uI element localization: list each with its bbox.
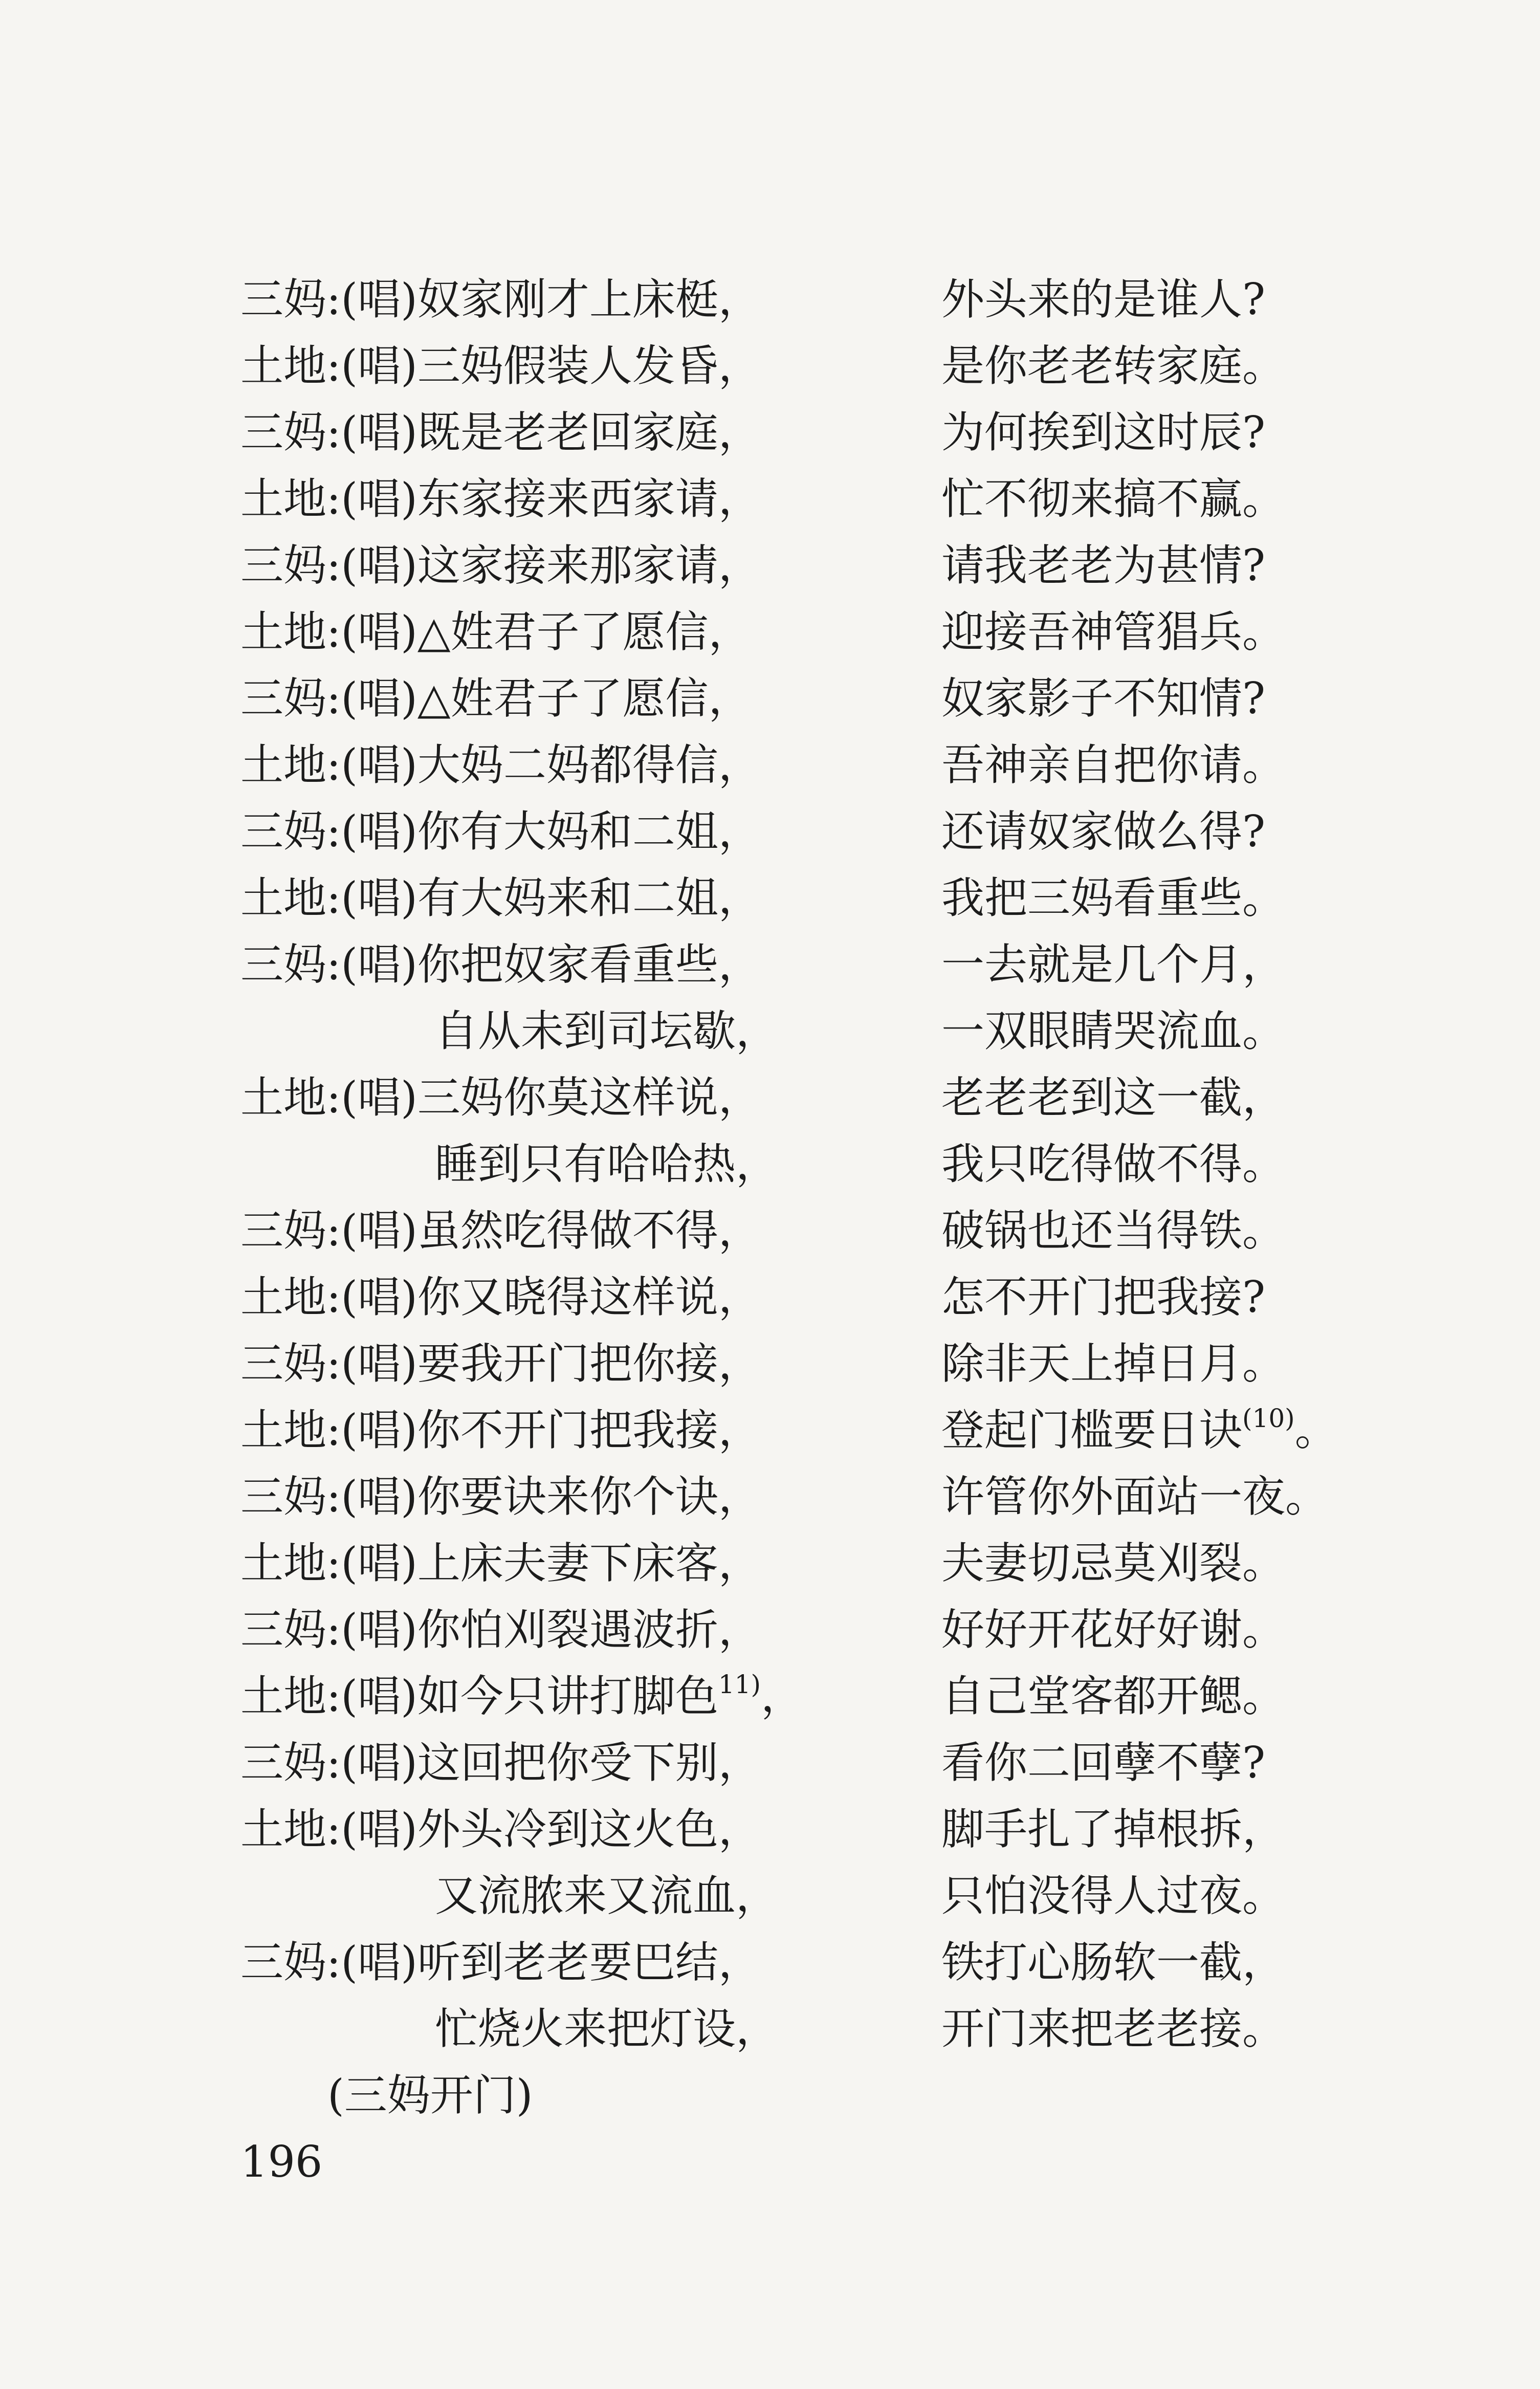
verse-dialogue	[240, 266, 1392, 2062]
verse-line-right	[941, 266, 1265, 333]
verse-text: 开门来把老老接。	[941, 2004, 1286, 2054]
verse-line	[240, 1729, 1392, 1796]
verse-line-right	[941, 1530, 1285, 1596]
verse-line-right	[941, 532, 1265, 599]
verse-line-right	[941, 798, 1265, 865]
verse-line	[240, 1996, 1392, 2062]
verse-line-right	[941, 599, 1285, 665]
verse-text: 三妈:(唱)这回把你受下别，	[240, 1738, 761, 1788]
verse-line-left	[240, 865, 761, 931]
verse-line-left	[240, 466, 761, 532]
verse-line-right	[941, 1729, 1265, 1796]
verse-line	[240, 1330, 1392, 1397]
verse-text: 许管你外面站一夜。	[941, 1472, 1329, 1522]
verse-line	[240, 266, 1392, 333]
verse-line	[240, 998, 1392, 1064]
verse-text: 三妈:(唱)△姓君子了愿信，	[240, 673, 752, 724]
verse-text: 破锅也还当得铁。	[941, 1206, 1286, 1256]
verse-line	[240, 532, 1392, 599]
verse-line-left	[240, 1197, 761, 1264]
footnote-marker: 11)	[718, 1670, 761, 1699]
verse-line	[240, 1862, 1392, 1929]
verse-line-right	[941, 732, 1285, 798]
verse-line-left	[240, 1596, 761, 1663]
verse-line	[240, 1596, 1392, 1663]
verse-line-left	[240, 1264, 761, 1330]
verse-line	[240, 1064, 1392, 1131]
verse-text: 好好开花好好谢。	[941, 1605, 1286, 1655]
verse-text: 土地:(唱)△姓君子了愿信，	[240, 607, 752, 657]
verse-line-right	[941, 1197, 1285, 1264]
verse-text: 我把三妈看重些。	[941, 873, 1286, 923]
verse-line-left	[240, 1064, 761, 1131]
verse-text: 土地:(唱)你不开门把我接，	[240, 1405, 761, 1455]
verse-line	[240, 1796, 1392, 1862]
verse-line-left	[240, 732, 761, 798]
stage-direction: (三妈开门)	[327, 2070, 533, 2120]
verse-line-left	[240, 1796, 761, 1862]
verse-text: 一去就是几个月，	[941, 939, 1286, 990]
verse-line-right	[941, 333, 1285, 399]
verse-text: 登起门槛要日诀	[941, 1405, 1243, 1455]
verse-text: 奴家影子不知情?	[941, 673, 1266, 724]
verse-line-left	[240, 399, 761, 466]
verse-line-left	[240, 1397, 761, 1463]
verse-text: 自从未到司坛歇，	[435, 1006, 779, 1056]
verse-line-left	[240, 931, 761, 998]
verse-line-left	[240, 532, 761, 599]
verse-line-right	[941, 1131, 1285, 1197]
verse-line-right	[941, 1463, 1328, 1530]
verse-text: 三妈:(唱)虽然吃得做不得，	[240, 1206, 761, 1256]
verse-line	[240, 1929, 1392, 1996]
verse-line-left	[435, 1131, 779, 1197]
verse-text: 为何挨到这时辰?	[941, 407, 1266, 457]
verse-line-left	[435, 998, 779, 1064]
verse-line-right	[941, 1596, 1285, 1663]
verse-line-right	[941, 1862, 1285, 1929]
verse-text: 三妈:(唱)要我开门把你接，	[240, 1339, 761, 1389]
verse-text: 土地:(唱)三妈假装人发昏，	[240, 341, 761, 391]
verse-line-left	[240, 1929, 761, 1996]
verse-line-right	[941, 998, 1285, 1064]
verse-text: 还请奴家做么得?	[941, 806, 1266, 857]
verse-line	[240, 1197, 1392, 1264]
verse-text: 三妈:(唱)听到老老要巴结，	[240, 1937, 761, 1987]
verse-line	[240, 1131, 1392, 1197]
verse-line	[240, 1397, 1392, 1463]
verse-line-right	[941, 466, 1285, 532]
verse-line-right	[941, 1663, 1285, 1729]
verse-line-left	[240, 1663, 804, 1729]
verse-line-left	[240, 1729, 761, 1796]
verse-line-right	[941, 1796, 1285, 1862]
verse-text: 土地:(唱)如今只讲打脚色	[240, 1671, 718, 1721]
verse-line-left	[240, 1530, 761, 1596]
verse-line	[240, 865, 1392, 931]
verse-line-left	[240, 599, 751, 665]
verse-line	[240, 931, 1392, 998]
verse-text: 三妈:(唱)奴家刚才上床梃，	[240, 274, 761, 324]
verse-line	[240, 798, 1392, 865]
verse-line-left	[435, 1996, 779, 2062]
verse-text: 只怕没得人过夜。	[941, 1871, 1286, 1921]
punctuation: 。	[1294, 1405, 1338, 1455]
verse-text: 夫妻切忌莫刈裂。	[941, 1538, 1286, 1588]
verse-text: 自己堂客都开鳃。	[941, 1671, 1286, 1721]
verse-text: 土地:(唱)有大妈来和二姐，	[240, 873, 761, 923]
verse-line-right	[941, 1929, 1285, 1996]
punctuation: ，	[761, 1671, 804, 1721]
verse-text: 土地:(唱)外头冷到这火色，	[240, 1804, 761, 1854]
page-number: 196	[240, 2137, 323, 2187]
verse-line-right	[941, 1264, 1265, 1330]
verse-line-left	[240, 1330, 761, 1397]
verse-text: 土地:(唱)上床夫妻下床客，	[240, 1538, 761, 1588]
verse-line-right	[941, 399, 1265, 466]
verse-line-left	[240, 1463, 761, 1530]
verse-line-right	[941, 1397, 1338, 1463]
verse-line	[240, 1530, 1392, 1596]
verse-text: 看你二回孽不孽?	[941, 1738, 1266, 1788]
verse-text: 土地:(唱)东家接来西家请，	[240, 474, 761, 524]
verse-line	[240, 599, 1392, 665]
verse-text: 铁打心肠软一截，	[941, 1937, 1286, 1987]
verse-line-right	[941, 665, 1265, 732]
verse-line-left	[240, 798, 761, 865]
verse-line	[240, 333, 1392, 399]
verse-text: 是你老老转家庭。	[941, 341, 1286, 391]
verse-text: 又流脓来又流血，	[435, 1871, 779, 1921]
verse-text: 忙不彻来搞不赢。	[941, 474, 1286, 524]
verse-text: 土地:(唱)三妈你莫这样说，	[240, 1072, 761, 1123]
verse-text: 三妈:(唱)你把奴家看重些，	[240, 939, 761, 990]
verse-line	[240, 466, 1392, 532]
verse-text: 老老老到这一截，	[941, 1072, 1286, 1123]
verse-line-right	[941, 1064, 1285, 1131]
verse-text: 土地:(唱)你又晓得这样说，	[240, 1272, 761, 1322]
verse-text: 脚手扎了掉根拆，	[941, 1804, 1286, 1854]
verse-line-left	[240, 266, 761, 333]
verse-text: 我只吃得做不得。	[941, 1139, 1286, 1189]
verse-text: 一双眼睛哭流血。	[941, 1006, 1286, 1056]
verse-line	[240, 1663, 1392, 1729]
verse-text: 土地:(唱)大妈二妈都得信，	[240, 740, 761, 790]
verse-text: 怎不开门把我接?	[941, 1272, 1266, 1322]
verse-line-left	[240, 665, 751, 732]
verse-text: 睡到只有哈哈热，	[435, 1139, 779, 1189]
verse-line-right	[941, 865, 1285, 931]
verse-text: 迎接吾神管猖兵。	[941, 607, 1286, 657]
verse-text: 三妈:(唱)你怕刈裂遇波折，	[240, 1605, 761, 1655]
verse-line	[240, 732, 1392, 798]
footnote-marker: (10)	[1242, 1404, 1295, 1433]
verse-line-left	[240, 333, 761, 399]
verse-text: 三妈:(唱)这家接来那家请，	[240, 540, 761, 590]
verse-line	[240, 1463, 1392, 1530]
verse-line	[240, 665, 1392, 732]
verse-line-right	[941, 1330, 1285, 1397]
verse-text: 外头来的是谁人?	[941, 274, 1266, 324]
verse-text: 三妈:(唱)既是老老回家庭，	[240, 407, 761, 457]
verse-line-right	[941, 1996, 1285, 2062]
verse-text: 三妈:(唱)你要诀来你个诀，	[240, 1472, 761, 1522]
verse-text: 吾神亲自把你请。	[941, 740, 1286, 790]
verse-text: 除非天上掉日月。	[941, 1339, 1286, 1389]
verse-line-left	[435, 1862, 779, 1929]
verse-text: 三妈:(唱)你有大妈和二姐，	[240, 806, 761, 857]
verse-text: 请我老老为甚情?	[941, 540, 1266, 590]
verse-line-right	[941, 931, 1285, 998]
verse-line	[240, 1264, 1392, 1330]
verse-text: 忙烧火来把灯设，	[435, 2004, 779, 2054]
verse-line	[240, 399, 1392, 466]
